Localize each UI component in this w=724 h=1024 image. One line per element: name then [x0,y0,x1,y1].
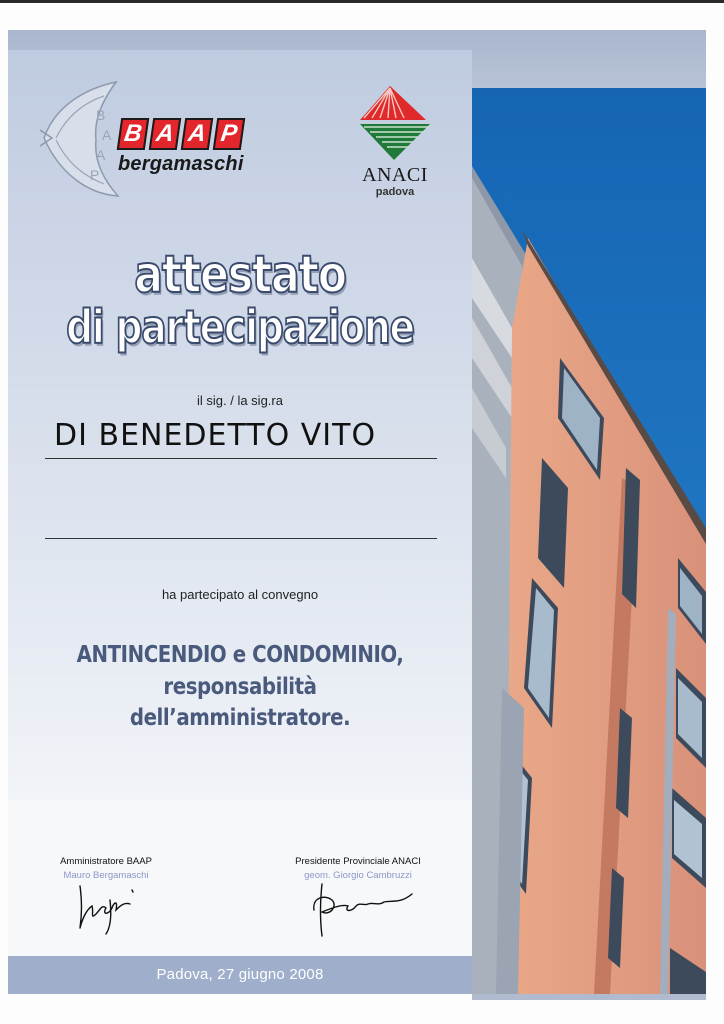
svg-text:A: A [102,127,112,143]
svg-text:B: B [96,107,106,123]
baap-letter: B [117,118,149,150]
blank-line [45,538,437,539]
footer-date: Padova, 27 giugno 2008 [156,966,324,983]
event-label: ha partecipato al convegno [161,587,319,602]
anaci-logo [350,86,440,206]
signature-mark [308,880,420,940]
baap-wordmark [119,118,243,150]
signature-mark [72,880,144,936]
signature-role: Amministratore BAAP [60,856,152,867]
event-title-line3: dell’amministratore. [129,705,351,731]
signature-name: geom. Giorgio Cambruzzi [304,870,412,881]
signature-block-baap [6,856,206,881]
anaci-city: padova [375,186,415,198]
baap-letter: A [181,118,213,150]
svg-text:P: P [90,167,100,183]
event-title-line1: ANTINCENDIO e CONDOMINIO, [76,642,404,668]
signature-block-anaci [258,856,458,881]
certificate-title: attestato [134,245,346,305]
baap-company-name: bergamaschi [118,153,244,175]
building-photo [472,88,706,994]
recipient-label: il sig. / la sig.ra [197,393,283,408]
baap-logo [38,78,278,204]
anaci-logo-icon [350,86,440,162]
event-title-line2: responsabilità [163,674,317,700]
certificate-subtitle: di partecipazione [66,300,414,354]
baap-fish-logo-icon [38,78,124,204]
scan-edge [0,0,724,3]
recipient-name: DI BENEDETTO VITO [54,418,377,453]
name-underline [45,458,437,459]
anaci-name: ANACI [362,164,428,186]
baap-letter: A [149,118,181,150]
signature-name: Mauro Bergamaschi [63,870,149,881]
frame-bottom-edge [472,994,706,1000]
baap-letter: P [213,118,245,150]
signature-role: Presidente Provinciale ANACI [295,856,421,867]
svg-text:A: A [96,147,106,163]
